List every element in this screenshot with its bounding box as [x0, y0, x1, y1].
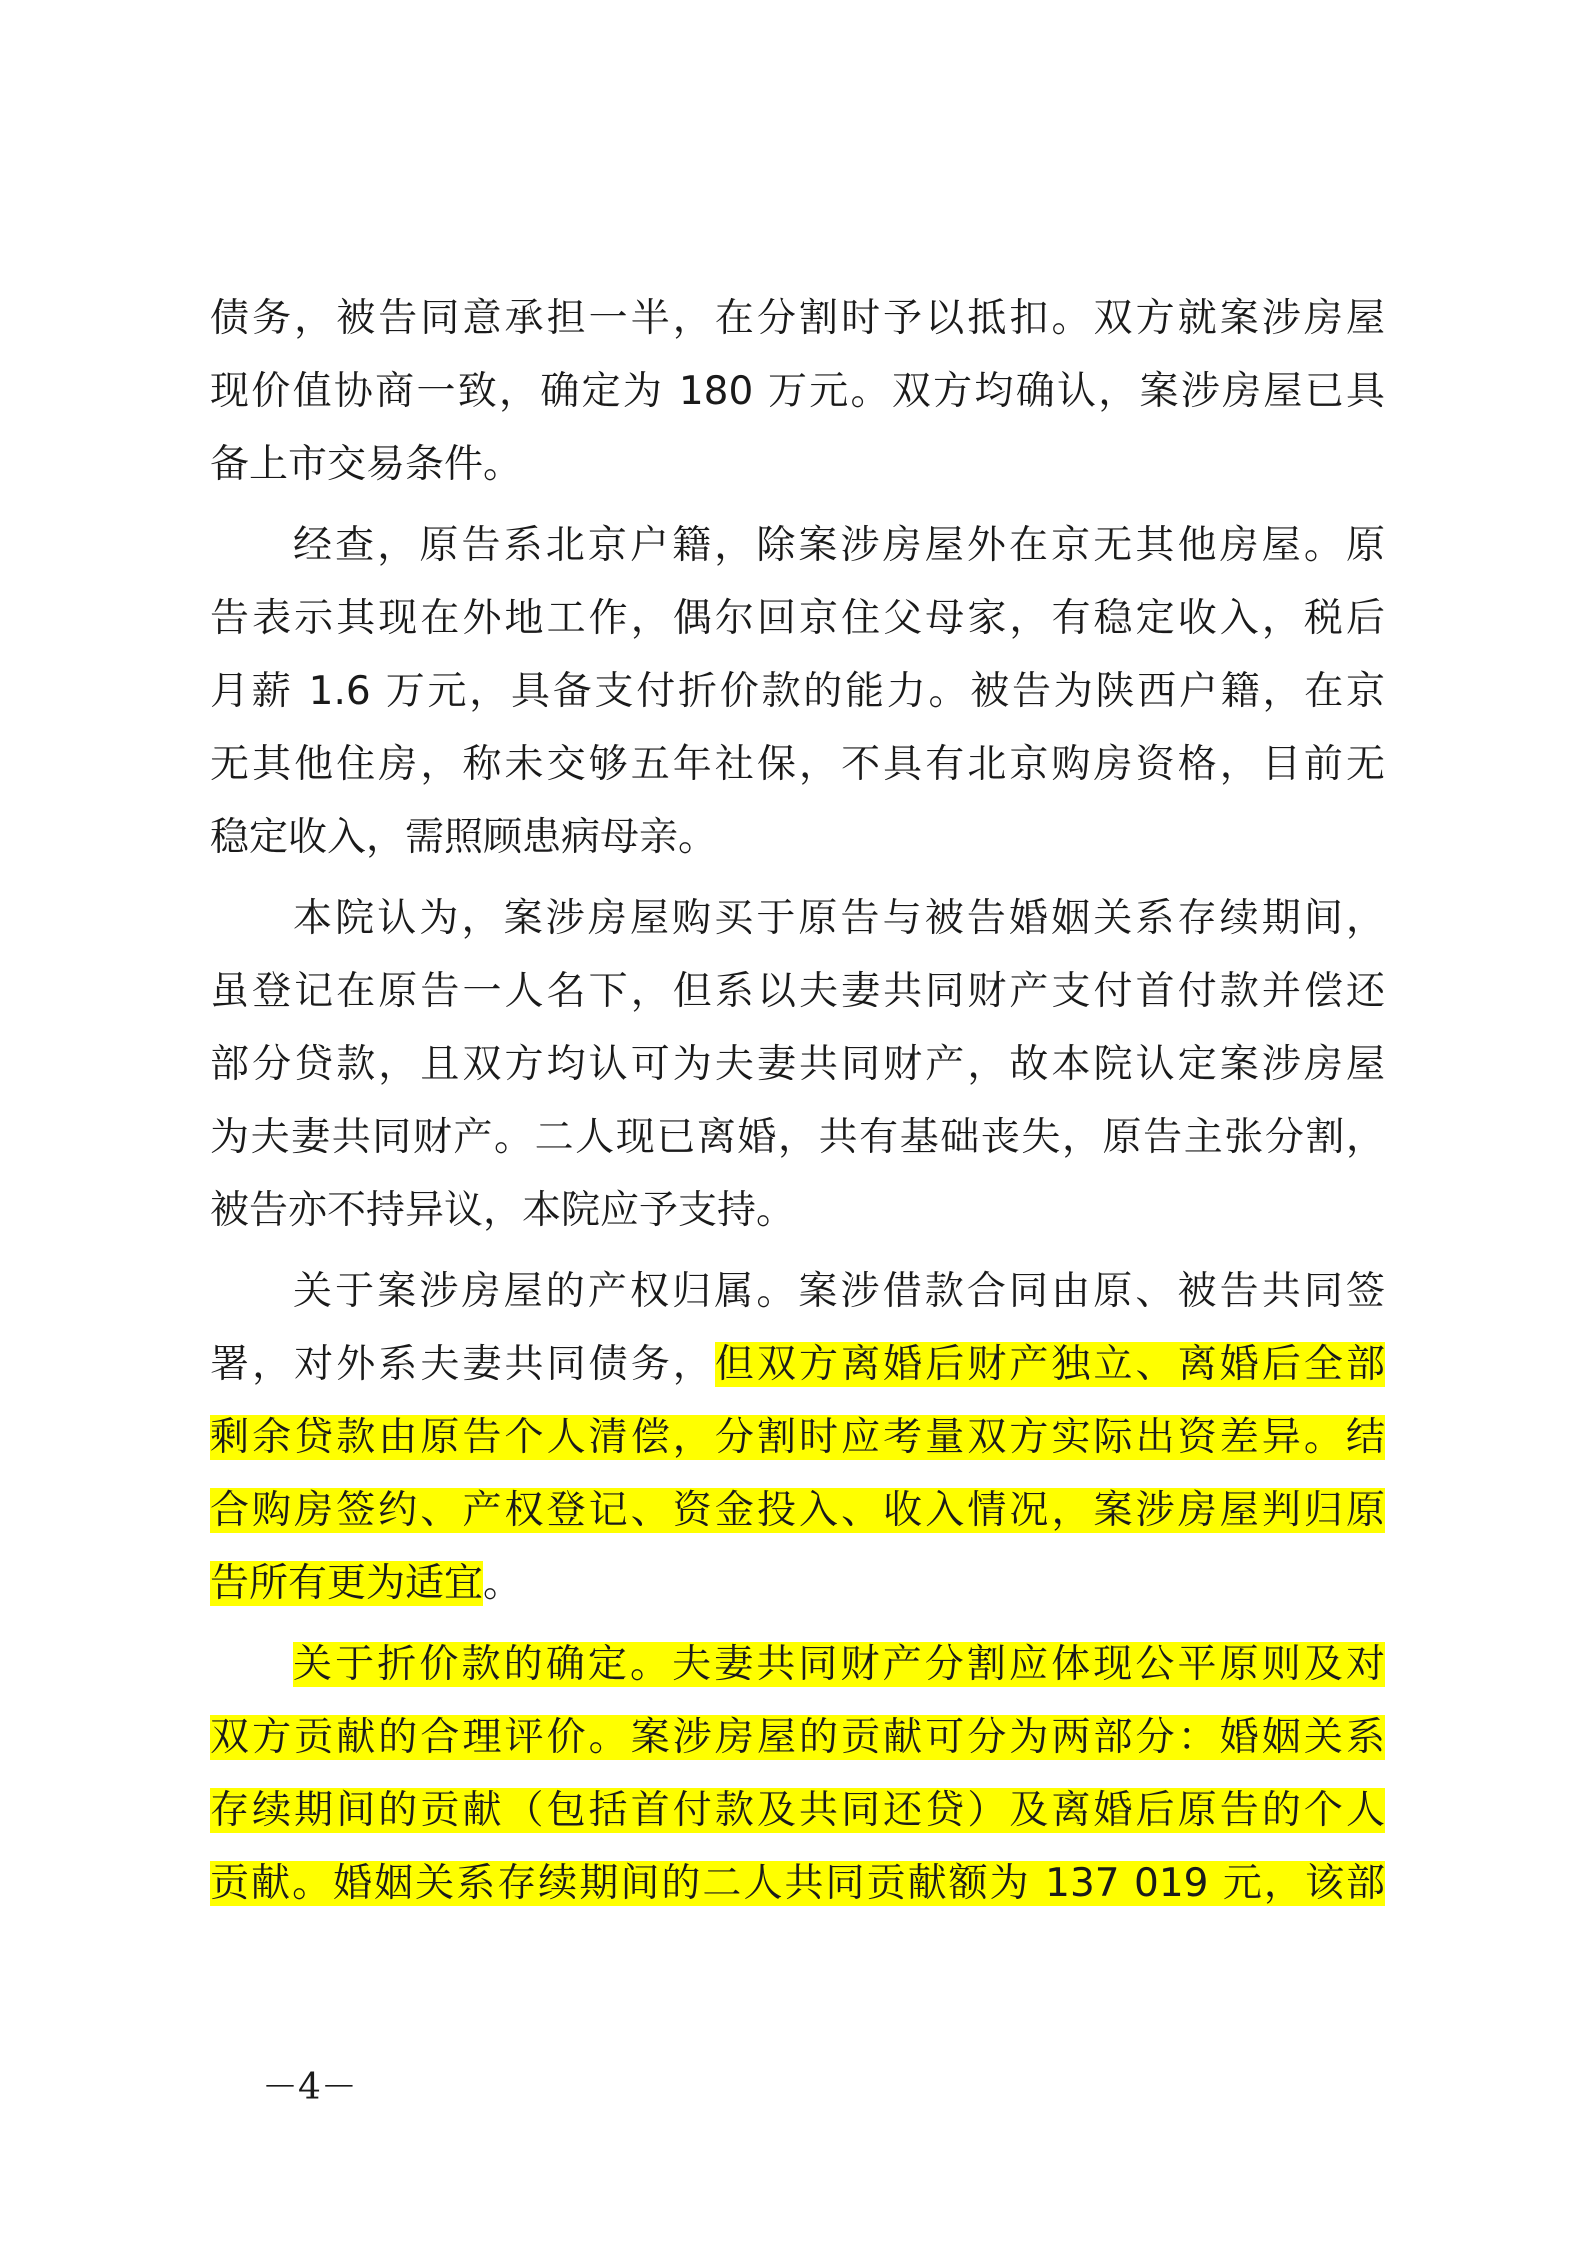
text-segment: 虽登记在原告一人名下，但系以夫妻共同财产支付首付款并偿还: [210, 969, 1385, 1014]
text-segment: 。: [483, 1561, 523, 1606]
text-segment: 部分贷款，且双方均认可为夫妻共同财产，故本院认定案涉房屋: [210, 1042, 1385, 1087]
text-line: [210, 290, 1385, 348]
text-line: [210, 1336, 1385, 1394]
text-line: [210, 663, 1385, 721]
highlighted-text: 双方贡献的合理评价。案涉房屋的贡献可分为两部分：婚姻关系: [210, 1715, 1385, 1760]
text-line: [210, 1782, 1385, 1840]
text-line: [210, 590, 1385, 648]
text-line: [210, 1555, 1385, 1613]
text-segment: 告表示其现在外地工作，偶尔回京住父母家，有稳定收入，税后: [210, 596, 1385, 641]
text-segment: 被告亦不持异议，本院应予支持。: [210, 1188, 796, 1233]
text-line: [210, 1409, 1385, 1467]
text-line: [210, 1036, 1385, 1094]
text-line: [210, 1109, 1385, 1167]
text-segment: 经查，原告系北京户籍，除案涉房屋外在京无其他房屋。原: [293, 523, 1385, 568]
text-segment: 债务，被告同意承担一半，在分割时予以抵扣。双方就案涉房屋: [210, 296, 1385, 341]
text-segment: 本院认为，案涉房屋购买于原告与被告婚姻关系存续期间，: [293, 896, 1385, 941]
text-line: [210, 809, 1385, 867]
text-line: [293, 517, 1385, 575]
text-segment: 为夫妻共同财产。二人现已离婚，共有基础丧失，原告主张分割，: [210, 1115, 1385, 1160]
text-segment: 无其他住房，称未交够五年社保，不具有北京购房资格，目前无: [210, 742, 1385, 787]
text-line: [210, 736, 1385, 794]
text-line: [210, 1482, 1385, 1540]
text-line: [210, 436, 1385, 494]
text-segment: 备上市交易条件。: [210, 442, 523, 487]
text-line: [210, 1709, 1385, 1767]
highlighted-text: 告所有更为适宜: [210, 1561, 484, 1606]
text-line: [293, 1636, 1385, 1694]
highlighted-text: 存续期间的贡献（包括首付款及共同还贷）及离婚后原告的个人: [210, 1788, 1385, 1833]
highlighted-text: 但双方离婚后财产独立、离婚后全部: [714, 1342, 1385, 1387]
text-segment: 关于案涉房屋的产权归属。案涉借款合同由原、被告共同签: [293, 1269, 1385, 1314]
text-segment: 稳定收入，需照顾患病母亲。: [210, 815, 718, 860]
text-line: [210, 1855, 1385, 1913]
text-segment: 现价值协商一致，确定为 180 万元。双方均确认，案涉房屋已具: [210, 369, 1385, 414]
highlighted-text: 贡献。婚姻关系存续期间的二人共同贡献额为 137 019 元，该部: [210, 1861, 1385, 1906]
text-segment: 署，对外系夫妻共同债务，: [210, 1342, 715, 1387]
highlighted-text: 关于折价款的确定。夫妻共同财产分割应体现公平原则及对: [293, 1642, 1385, 1687]
highlighted-text: 合购房签约、产权登记、资金投入、收入情况，案涉房屋判归原: [210, 1488, 1385, 1533]
text-segment: 月薪 1.6 万元，具备支付折价款的能力。被告为陕西户籍，在京: [210, 669, 1385, 714]
text-line: [210, 963, 1385, 1021]
text-line: [293, 890, 1385, 948]
text-line: [210, 363, 1385, 421]
text-line: [210, 1182, 1385, 1240]
page-number: －4－: [262, 2067, 357, 2108]
highlighted-text: 剩余贷款由原告个人清偿，分割时应考量双方实际出资差异。结: [210, 1415, 1385, 1460]
text-line: [293, 1263, 1385, 1321]
